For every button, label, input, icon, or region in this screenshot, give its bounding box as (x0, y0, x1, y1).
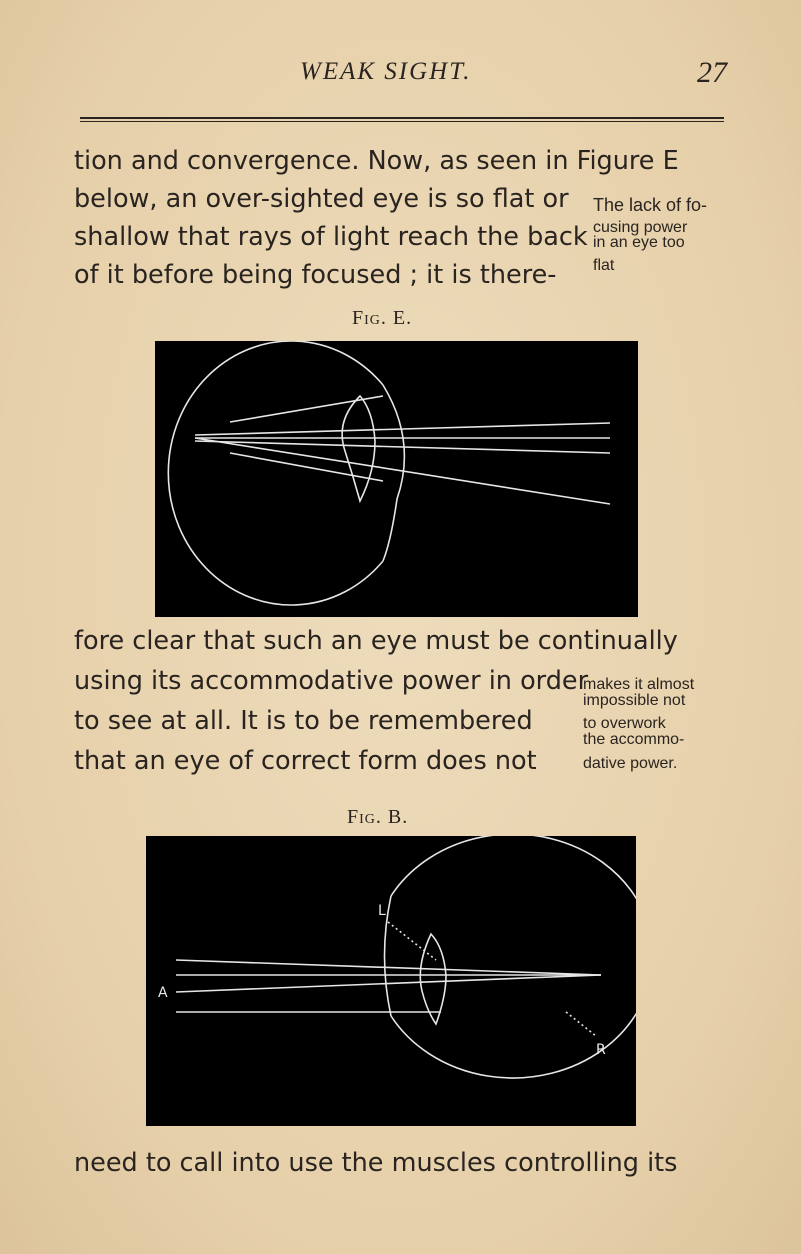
body-line: need to call into use the muscles controlling its (74, 1148, 678, 1178)
light-ray (176, 975, 601, 992)
body-line: of it before being focused ; it is there- (74, 260, 557, 290)
body-line: to see at all. It is to be remembered (74, 706, 533, 736)
body-line: fore clear that such an eye must be continually (74, 626, 678, 656)
label-r: R (596, 1042, 606, 1058)
figure-e (155, 341, 638, 617)
body-line: tion and convergence. Now, as seen in Figure E (74, 146, 679, 176)
margin-note-line: the accommo- (583, 731, 685, 748)
axis-line (566, 1012, 596, 1036)
margin-note-line: cusing power (593, 219, 688, 236)
running-head: WEAK SIGHT. (300, 58, 472, 85)
lens-outline (342, 396, 375, 501)
eyeball-outline (168, 341, 383, 605)
margin-note-line: impossible not (583, 692, 686, 709)
margin-note-line: flat (593, 257, 615, 274)
page-number: 27 (697, 56, 727, 89)
body-line: below, an over-sighted eye is so flat or (74, 184, 569, 214)
light-ray (230, 453, 383, 481)
body-line: shallow that rays of light reach the back (74, 222, 588, 252)
body-line: using its accommodative power in order (74, 666, 589, 696)
light-ray (195, 438, 610, 504)
eye-diagram-normal (146, 836, 636, 1126)
eye-diagram-flat (155, 341, 638, 617)
cornea-outline (383, 385, 404, 561)
lens-outline (420, 934, 446, 1024)
figure-caption: Fig. B. (347, 806, 409, 828)
light-ray (176, 960, 601, 975)
body-line: that an eye of correct form does not (74, 746, 537, 776)
figure-b (146, 836, 636, 1126)
light-ray (230, 396, 383, 422)
header-rule-thin (80, 121, 724, 122)
margin-note-line: in an eye too (593, 234, 685, 251)
margin-note-line: dative power. (583, 755, 678, 772)
light-ray (195, 441, 610, 453)
label-l: L (378, 903, 386, 919)
margin-note-line: makes it almost (583, 676, 695, 693)
header-rule (80, 117, 724, 119)
margin-note-line: to overwork (583, 715, 666, 732)
label-a: A (158, 985, 168, 1001)
margin-note-line: The lack of fo- (593, 195, 708, 215)
figure-caption: Fig. E. (352, 307, 413, 329)
